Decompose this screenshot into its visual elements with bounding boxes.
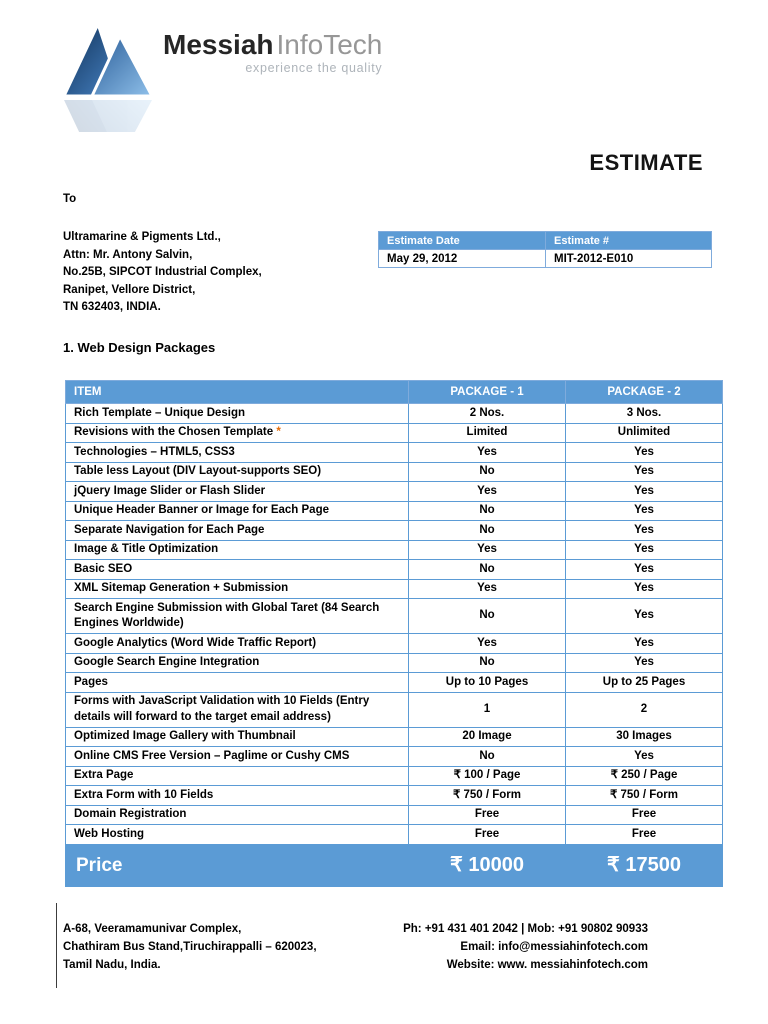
item-cell: Technologies – HTML5, CSS3 bbox=[66, 443, 409, 463]
package1-cell: 2 Nos. bbox=[409, 404, 566, 424]
package1-cell: Limited bbox=[409, 423, 566, 443]
table-row bbox=[66, 786, 723, 806]
left-margin-rule bbox=[56, 903, 57, 988]
package2-cell: Yes bbox=[566, 599, 723, 634]
item-cell: Table less Layout (DIV Layout-supports SEO) bbox=[66, 462, 409, 482]
footnote-asterisk: * bbox=[273, 426, 281, 438]
package1-cell: ₹ 100 / Page bbox=[409, 766, 566, 786]
package1-cell: Yes bbox=[409, 443, 566, 463]
section-title: 1. Web Design Packages bbox=[63, 340, 216, 355]
packages-table-container bbox=[65, 380, 722, 887]
footer-address-line: Tamil Nadu, India. bbox=[63, 959, 161, 971]
table-row bbox=[66, 727, 723, 747]
table-row bbox=[66, 673, 723, 693]
table-row bbox=[66, 560, 723, 580]
estimate-number-header: Estimate # bbox=[546, 232, 712, 250]
package2-cell: Yes bbox=[566, 540, 723, 560]
table-row bbox=[66, 653, 723, 673]
table-row bbox=[66, 482, 723, 502]
recipient-line: No.25B, SIPCOT Industrial Complex, bbox=[63, 266, 262, 278]
item-cell: Separate Navigation for Each Page bbox=[66, 521, 409, 541]
item-cell: Online CMS Free Version – Paglime or Cushy CMS bbox=[66, 747, 409, 767]
package1-cell: Yes bbox=[409, 482, 566, 502]
package2-cell: Free bbox=[566, 825, 723, 845]
item-cell: Unique Header Banner or Image for Each Page bbox=[66, 501, 409, 521]
estimate-date-value: May 29, 2012 bbox=[379, 250, 546, 268]
table-row bbox=[66, 805, 723, 825]
package1-cell: Yes bbox=[409, 579, 566, 599]
package2-cell: Free bbox=[566, 805, 723, 825]
package2-cell: Yes bbox=[566, 747, 723, 767]
recipient-line: Ranipet, Vellore District, bbox=[63, 283, 196, 296]
brand-name-light: InfoTech bbox=[276, 29, 383, 60]
item-cell: Search Engine Submission with Global Taret (84 Search Engines Worldwide) bbox=[66, 599, 409, 634]
table-row bbox=[66, 747, 723, 767]
company-logo bbox=[62, 14, 162, 137]
table-row bbox=[66, 443, 723, 463]
footer-address bbox=[63, 920, 317, 974]
item-column-header: ITEM bbox=[66, 381, 409, 404]
package2-cell: ₹ 250 / Page bbox=[566, 766, 723, 786]
recipient-address bbox=[63, 229, 262, 317]
brand-name bbox=[163, 30, 382, 60]
footer-email-line: Email: info@messiahinfotech.com bbox=[460, 941, 648, 953]
item-cell: Extra Form with 10 Fields bbox=[66, 786, 409, 806]
table-row bbox=[66, 599, 723, 634]
package2-cell: Yes bbox=[566, 579, 723, 599]
table-row bbox=[66, 634, 723, 654]
item-cell: Forms with JavaScript Validation with 10 Fields (Entry details will forward to the target email address) bbox=[66, 692, 409, 727]
item-cell: Domain Registration bbox=[66, 805, 409, 825]
package2-cell: Unlimited bbox=[566, 423, 723, 443]
table-row bbox=[66, 692, 723, 727]
table-row bbox=[66, 825, 723, 845]
package1-cell: Yes bbox=[409, 634, 566, 654]
package2-cell: Yes bbox=[566, 482, 723, 502]
package2-cell: Yes bbox=[566, 462, 723, 482]
recipient-line: Ultramarine & Pigments Ltd., bbox=[63, 231, 221, 243]
package1-cell: Free bbox=[409, 825, 566, 845]
package1-cell: Yes bbox=[409, 540, 566, 560]
estimate-date-header: Estimate Date bbox=[379, 232, 546, 250]
item-cell: Optimized Image Gallery with Thumbnail bbox=[66, 727, 409, 747]
package2-cell: 3 Nos. bbox=[566, 404, 723, 424]
table-row bbox=[66, 404, 723, 424]
package1-cell: No bbox=[409, 560, 566, 580]
package1-cell: Free bbox=[409, 805, 566, 825]
package1-cell: 1 bbox=[409, 692, 566, 727]
item-cell: Pages bbox=[66, 673, 409, 693]
price-label: Price bbox=[66, 844, 409, 887]
package2-column-header: PACKAGE - 2 bbox=[566, 381, 723, 404]
item-cell: Rich Template – Unique Design bbox=[66, 404, 409, 424]
item-cell: Google Analytics (Word Wide Traffic Report) bbox=[66, 634, 409, 654]
footer-website-line: Website: www. messiahinfotech.com bbox=[446, 959, 648, 971]
table-row bbox=[66, 540, 723, 560]
table-row bbox=[66, 521, 723, 541]
page-title: ESTIMATE bbox=[589, 150, 703, 175]
item-cell: Revisions with the Chosen Template * bbox=[66, 423, 409, 443]
footer-phone-line: Ph: +91 431 401 2042 | Mob: +91 90802 90933 bbox=[403, 923, 648, 935]
estimate-meta bbox=[378, 231, 711, 268]
packages-table bbox=[65, 380, 723, 887]
package2-price: ₹ 17500 bbox=[566, 844, 723, 887]
package1-cell: No bbox=[409, 521, 566, 541]
package1-cell: No bbox=[409, 501, 566, 521]
package1-cell: No bbox=[409, 462, 566, 482]
item-cell: Google Search Engine Integration bbox=[66, 653, 409, 673]
package2-cell: 2 bbox=[566, 692, 723, 727]
package-table-body bbox=[66, 404, 723, 845]
table-row bbox=[66, 501, 723, 521]
package2-cell: Yes bbox=[566, 521, 723, 541]
table-row bbox=[66, 423, 723, 443]
footer-address-line: Chathiram Bus Stand,Tiruchirappalli – 620023, bbox=[63, 941, 317, 953]
package1-cell: No bbox=[409, 599, 566, 634]
package2-cell: Yes bbox=[566, 443, 723, 463]
recipient-line: TN 632403, INDIA. bbox=[63, 301, 161, 313]
to-label: To bbox=[63, 193, 77, 205]
table-row bbox=[66, 462, 723, 482]
package1-price: ₹ 10000 bbox=[409, 844, 566, 887]
table-header-row bbox=[66, 381, 723, 404]
package2-cell: 30 Images bbox=[566, 727, 723, 747]
item-cell: jQuery Image Slider or Flash Slider bbox=[66, 482, 409, 502]
package1-cell: Up to 10 Pages bbox=[409, 673, 566, 693]
estimate-number-value: MIT-2012-E010 bbox=[546, 250, 712, 268]
estimate-meta-table bbox=[378, 231, 712, 268]
package2-cell: Yes bbox=[566, 653, 723, 673]
package2-cell: Up to 25 Pages bbox=[566, 673, 723, 693]
item-cell: Web Hosting bbox=[66, 825, 409, 845]
package2-cell: ₹ 750 / Form bbox=[566, 786, 723, 806]
recipient-line: Attn: Mr. Antony Salvin, bbox=[63, 248, 193, 261]
package1-cell: No bbox=[409, 653, 566, 673]
table-row bbox=[66, 766, 723, 786]
item-cell: Basic SEO bbox=[66, 560, 409, 580]
package2-cell: Yes bbox=[566, 560, 723, 580]
package1-column-header: PACKAGE - 1 bbox=[409, 381, 566, 404]
item-cell: Extra Page bbox=[66, 766, 409, 786]
package1-cell: No bbox=[409, 747, 566, 767]
price-row bbox=[66, 844, 723, 887]
table-row bbox=[66, 579, 723, 599]
mountain-logo-icon bbox=[62, 14, 162, 132]
package1-cell: ₹ 750 / Form bbox=[409, 786, 566, 806]
brand-tagline: experience the quality bbox=[245, 61, 383, 75]
package2-cell: Yes bbox=[566, 634, 723, 654]
item-cell: Image & Title Optimization bbox=[66, 540, 409, 560]
brand-block bbox=[163, 30, 382, 75]
item-cell: XML Sitemap Generation + Submission bbox=[66, 579, 409, 599]
footer-address-line: A-68, Veeramamunivar Complex, bbox=[63, 923, 242, 935]
package2-cell: Yes bbox=[566, 501, 723, 521]
footer-contact bbox=[403, 920, 648, 974]
package1-cell: 20 Image bbox=[409, 727, 566, 747]
brand-name-bold: Messiah bbox=[163, 29, 274, 60]
